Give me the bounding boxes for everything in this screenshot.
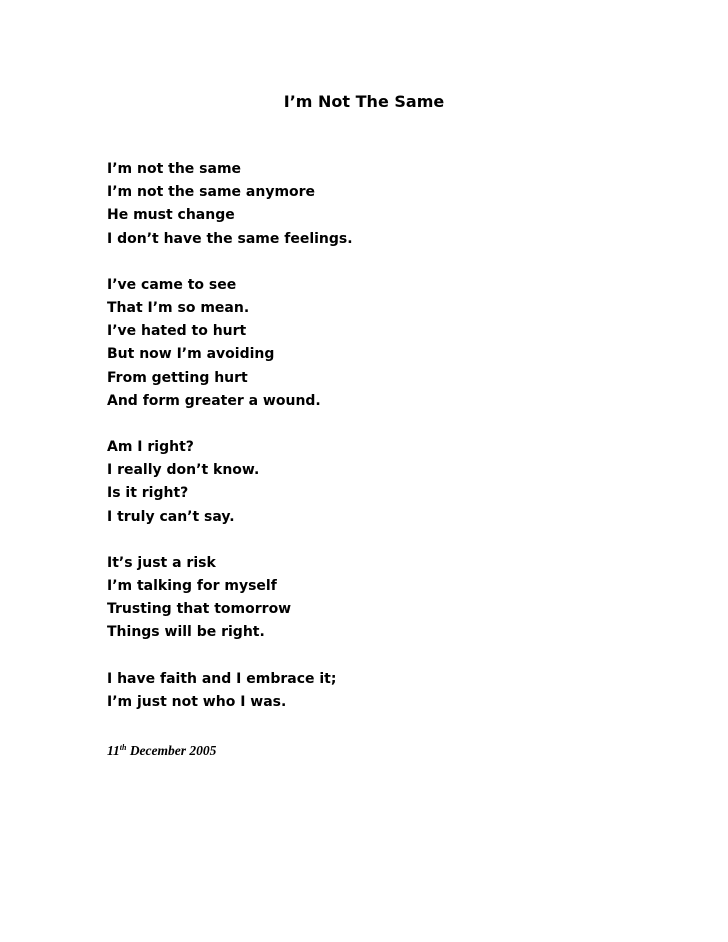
poem-line: I truly can’t say. <box>107 508 235 525</box>
date-day: 11 <box>107 743 120 758</box>
stanza-1 <box>107 158 667 251</box>
poem-line: I’m just not who I was. <box>107 693 287 710</box>
date-day-suffix: th <box>119 743 127 752</box>
poem-body <box>107 158 667 737</box>
poem-line: I’m talking for myself <box>107 578 277 595</box>
poem-line: I have faith and I embrace it; <box>107 670 337 687</box>
poem-date <box>107 742 216 760</box>
poem-line: He must change <box>107 207 235 224</box>
date-month-year: December 2005 <box>126 743 217 758</box>
poem-line: It’s just a risk <box>107 554 216 571</box>
poem-line: But now I’m avoiding <box>107 346 275 363</box>
poem-line: Things will be right. <box>107 624 265 641</box>
poem-line: Am I right? <box>107 439 194 456</box>
poem-line: And form greater a wound. <box>107 392 321 409</box>
poem-line: Is it right? <box>107 485 189 502</box>
poem-line: Trusting that tomorrow <box>107 601 292 618</box>
poem-title: I’m Not The Same <box>283 92 445 111</box>
poem-line: I’m not the same anymore <box>107 184 316 201</box>
stanza-3 <box>107 436 667 529</box>
poem-line: From getting hurt <box>107 369 248 386</box>
poem-line: I’m not the same <box>107 161 242 177</box>
poem-line: That I’m so mean. <box>107 300 250 317</box>
stanza-2 <box>107 274 667 413</box>
poem-line: I’ve came to see <box>107 276 237 293</box>
stanza-4 <box>107 552 667 645</box>
poem-line: I don’t have the same feelings. <box>107 230 353 247</box>
poem-line: I’ve hated to hurt <box>107 323 247 340</box>
poem-line: I really don’t know. <box>107 462 260 479</box>
stanza-5 <box>107 668 667 714</box>
